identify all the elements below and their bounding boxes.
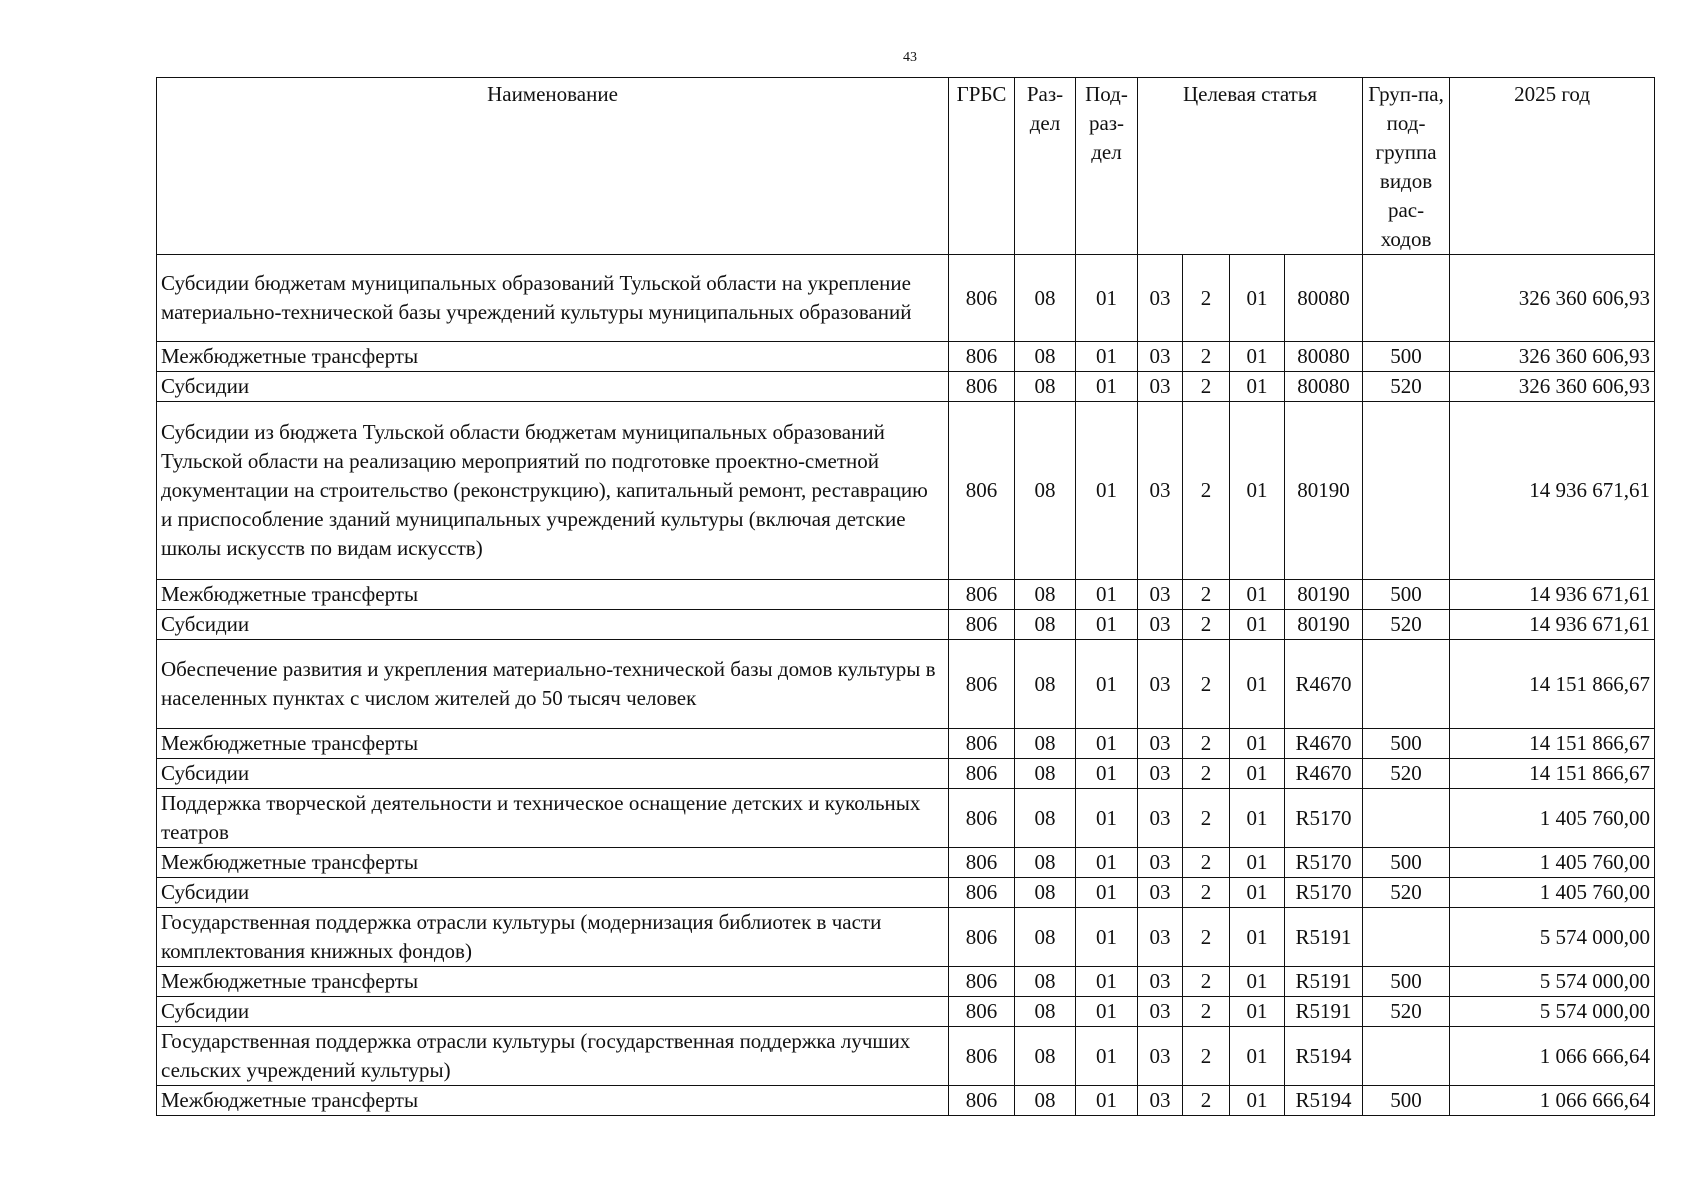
table-row [157, 848, 1655, 878]
row-podrazdel: 01 [1076, 610, 1138, 640]
row-podrazdel: 01 [1076, 759, 1138, 789]
row-name: Межбюджетные трансферты [157, 729, 949, 759]
row-target-subprogram: 01 [1230, 729, 1285, 759]
row-target-subprogram: 01 [1230, 908, 1285, 967]
row-target-direction: 80080 [1285, 255, 1363, 342]
row-razdel: 08 [1015, 997, 1076, 1027]
table-row [157, 255, 1655, 342]
row-razdel: 08 [1015, 967, 1076, 997]
header-podrazdel: Под-раз-дел [1076, 78, 1138, 255]
row-target-subprogram: 01 [1230, 967, 1285, 997]
row-target-program: 03 [1138, 372, 1183, 402]
row-amount-2025: 14 936 671,61 [1450, 402, 1655, 580]
row-target-subprogram: 01 [1230, 789, 1285, 848]
row-target-program: 03 [1138, 729, 1183, 759]
row-expense-group [1363, 255, 1450, 342]
row-name: Межбюджетные трансферты [157, 342, 949, 372]
row-expense-group [1363, 640, 1450, 729]
row-target-direction: R4670 [1285, 640, 1363, 729]
row-expense-group [1363, 789, 1450, 848]
row-target-type: 2 [1183, 878, 1230, 908]
row-razdel: 08 [1015, 580, 1076, 610]
row-target-direction: 80080 [1285, 342, 1363, 372]
page-number: 43 [903, 50, 917, 65]
row-razdel: 08 [1015, 878, 1076, 908]
row-grbs: 806 [949, 1086, 1015, 1116]
row-podrazdel: 01 [1076, 1086, 1138, 1116]
row-name: Государственная поддержка отрасли культуры (модернизация библиотек в части комплектования книжных фондов) [157, 908, 949, 967]
row-target-subprogram: 01 [1230, 759, 1285, 789]
row-target-subprogram: 01 [1230, 255, 1285, 342]
table-row [157, 610, 1655, 640]
row-podrazdel: 01 [1076, 729, 1138, 759]
row-target-type: 2 [1183, 610, 1230, 640]
row-target-direction: R5194 [1285, 1027, 1363, 1086]
header-razdel: Раз-дел [1015, 78, 1076, 255]
row-target-type: 2 [1183, 372, 1230, 402]
row-razdel: 08 [1015, 1027, 1076, 1086]
row-name: Субсидии [157, 610, 949, 640]
row-amount-2025: 326 360 606,93 [1450, 342, 1655, 372]
row-expense-group: 520 [1363, 759, 1450, 789]
row-podrazdel: 01 [1076, 342, 1138, 372]
header-expense-group: Груп-па, под-группа видов рас-ходов [1363, 78, 1450, 255]
row-target-type: 2 [1183, 1027, 1230, 1086]
row-expense-group: 520 [1363, 878, 1450, 908]
row-target-program: 03 [1138, 402, 1183, 580]
row-expense-group: 500 [1363, 967, 1450, 997]
row-razdel: 08 [1015, 1086, 1076, 1116]
row-target-direction: 80190 [1285, 610, 1363, 640]
row-amount-2025: 1 066 666,64 [1450, 1086, 1655, 1116]
row-expense-group [1363, 1027, 1450, 1086]
row-grbs: 806 [949, 1027, 1015, 1086]
row-target-type: 2 [1183, 908, 1230, 967]
row-expense-group: 500 [1363, 1086, 1450, 1116]
table-row [157, 342, 1655, 372]
row-target-subprogram: 01 [1230, 342, 1285, 372]
row-target-type: 2 [1183, 640, 1230, 729]
row-podrazdel: 01 [1076, 967, 1138, 997]
row-podrazdel: 01 [1076, 402, 1138, 580]
row-target-direction: R4670 [1285, 729, 1363, 759]
row-target-program: 03 [1138, 640, 1183, 729]
row-target-program: 03 [1138, 848, 1183, 878]
row-name: Субсидии [157, 759, 949, 789]
row-podrazdel: 01 [1076, 908, 1138, 967]
row-amount-2025: 14 151 866,67 [1450, 640, 1655, 729]
row-target-program: 03 [1138, 255, 1183, 342]
table-row [157, 580, 1655, 610]
row-grbs: 806 [949, 342, 1015, 372]
table-row [157, 878, 1655, 908]
row-expense-group: 500 [1363, 342, 1450, 372]
row-podrazdel: 01 [1076, 255, 1138, 342]
row-grbs: 806 [949, 729, 1015, 759]
row-target-type: 2 [1183, 729, 1230, 759]
row-target-direction: 80080 [1285, 372, 1363, 402]
row-target-subprogram: 01 [1230, 1086, 1285, 1116]
row-target-subprogram: 01 [1230, 372, 1285, 402]
table-row [157, 402, 1655, 580]
row-target-type: 2 [1183, 759, 1230, 789]
row-target-program: 03 [1138, 1086, 1183, 1116]
row-expense-group [1363, 402, 1450, 580]
row-amount-2025: 1 066 666,64 [1450, 1027, 1655, 1086]
row-name: Государственная поддержка отрасли культуры (государственная поддержка лучших сельских учреждений культуры) [157, 1027, 949, 1086]
row-expense-group: 520 [1363, 610, 1450, 640]
row-grbs: 806 [949, 759, 1015, 789]
row-razdel: 08 [1015, 372, 1076, 402]
row-podrazdel: 01 [1076, 878, 1138, 908]
table-row [157, 967, 1655, 997]
row-grbs: 806 [949, 402, 1015, 580]
row-target-direction: R4670 [1285, 759, 1363, 789]
row-grbs: 806 [949, 255, 1015, 342]
row-target-direction: R5191 [1285, 997, 1363, 1027]
row-razdel: 08 [1015, 255, 1076, 342]
row-target-program: 03 [1138, 759, 1183, 789]
row-name: Поддержка творческой деятельности и техническое оснащение детских и кукольных театров [157, 789, 949, 848]
table-row [157, 759, 1655, 789]
row-target-subprogram: 01 [1230, 848, 1285, 878]
row-expense-group: 520 [1363, 997, 1450, 1027]
row-name: Межбюджетные трансферты [157, 967, 949, 997]
row-podrazdel: 01 [1076, 848, 1138, 878]
row-amount-2025: 5 574 000,00 [1450, 997, 1655, 1027]
row-amount-2025: 1 405 760,00 [1450, 848, 1655, 878]
row-amount-2025: 326 360 606,93 [1450, 372, 1655, 402]
row-expense-group: 520 [1363, 372, 1450, 402]
row-amount-2025: 326 360 606,93 [1450, 255, 1655, 342]
row-name: Субсидии [157, 997, 949, 1027]
row-grbs: 806 [949, 640, 1015, 729]
row-target-program: 03 [1138, 610, 1183, 640]
row-target-program: 03 [1138, 997, 1183, 1027]
row-target-type: 2 [1183, 1086, 1230, 1116]
row-razdel: 08 [1015, 342, 1076, 372]
row-razdel: 08 [1015, 759, 1076, 789]
row-podrazdel: 01 [1076, 997, 1138, 1027]
row-target-type: 2 [1183, 789, 1230, 848]
row-target-subprogram: 01 [1230, 640, 1285, 729]
table-row [157, 789, 1655, 848]
row-razdel: 08 [1015, 402, 1076, 580]
row-grbs: 806 [949, 878, 1015, 908]
row-name: Обеспечение развития и укрепления материально-технической базы домов культуры в населенных пунктах с числом жителей до 50 тысяч человек [157, 640, 949, 729]
row-grbs: 806 [949, 610, 1015, 640]
row-razdel: 08 [1015, 908, 1076, 967]
row-grbs: 806 [949, 372, 1015, 402]
header-year-2025: 2025 год [1450, 78, 1655, 255]
row-name: Межбюджетные трансферты [157, 580, 949, 610]
row-target-subprogram: 01 [1230, 1027, 1285, 1086]
row-amount-2025: 1 405 760,00 [1450, 878, 1655, 908]
row-expense-group [1363, 908, 1450, 967]
row-target-program: 03 [1138, 1027, 1183, 1086]
row-expense-group: 500 [1363, 848, 1450, 878]
row-target-direction: R5194 [1285, 1086, 1363, 1116]
row-target-direction: R5170 [1285, 789, 1363, 848]
row-target-direction: R5170 [1285, 878, 1363, 908]
row-target-type: 2 [1183, 580, 1230, 610]
row-name: Межбюджетные трансферты [157, 1086, 949, 1116]
row-podrazdel: 01 [1076, 580, 1138, 610]
row-grbs: 806 [949, 997, 1015, 1027]
row-razdel: 08 [1015, 729, 1076, 759]
row-podrazdel: 01 [1076, 789, 1138, 848]
row-grbs: 806 [949, 848, 1015, 878]
row-expense-group: 500 [1363, 729, 1450, 759]
row-name: Субсидии [157, 878, 949, 908]
row-target-type: 2 [1183, 342, 1230, 372]
row-target-direction: R5191 [1285, 908, 1363, 967]
row-target-program: 03 [1138, 967, 1183, 997]
row-target-type: 2 [1183, 848, 1230, 878]
row-amount-2025: 14 151 866,67 [1450, 729, 1655, 759]
row-target-subprogram: 01 [1230, 402, 1285, 580]
row-target-subprogram: 01 [1230, 580, 1285, 610]
row-target-program: 03 [1138, 789, 1183, 848]
row-target-type: 2 [1183, 967, 1230, 997]
table-row [157, 1027, 1655, 1086]
row-name: Межбюджетные трансферты [157, 848, 949, 878]
row-target-subprogram: 01 [1230, 878, 1285, 908]
table-row [157, 1086, 1655, 1116]
row-amount-2025: 5 574 000,00 [1450, 967, 1655, 997]
row-razdel: 08 [1015, 610, 1076, 640]
row-target-type: 2 [1183, 255, 1230, 342]
row-target-direction: R5170 [1285, 848, 1363, 878]
row-razdel: 08 [1015, 640, 1076, 729]
row-grbs: 806 [949, 580, 1015, 610]
row-target-subprogram: 01 [1230, 610, 1285, 640]
header-target-article: Целевая статья [1138, 78, 1363, 255]
row-target-direction: 80190 [1285, 402, 1363, 580]
row-target-subprogram: 01 [1230, 997, 1285, 1027]
row-razdel: 08 [1015, 789, 1076, 848]
row-target-program: 03 [1138, 908, 1183, 967]
row-target-direction: 80190 [1285, 580, 1363, 610]
table-body [157, 255, 1655, 1116]
row-target-program: 03 [1138, 580, 1183, 610]
row-amount-2025: 14 936 671,61 [1450, 610, 1655, 640]
table-row [157, 997, 1655, 1027]
budget-table [156, 77, 1655, 1116]
row-podrazdel: 01 [1076, 640, 1138, 729]
header-name: Наименование [157, 78, 949, 255]
row-expense-group: 500 [1363, 580, 1450, 610]
row-name: Субсидии бюджетам муниципальных образований Тульской области на укрепление материально-технической базы учреждений культуры муниципальных образований [157, 255, 949, 342]
table-row [157, 908, 1655, 967]
row-amount-2025: 5 574 000,00 [1450, 908, 1655, 967]
table-row [157, 729, 1655, 759]
table-header-row [157, 78, 1655, 255]
row-grbs: 806 [949, 789, 1015, 848]
row-amount-2025: 14 151 866,67 [1450, 759, 1655, 789]
row-target-type: 2 [1183, 997, 1230, 1027]
row-podrazdel: 01 [1076, 372, 1138, 402]
row-target-direction: R5191 [1285, 967, 1363, 997]
table-row [157, 640, 1655, 729]
table-row [157, 372, 1655, 402]
row-podrazdel: 01 [1076, 1027, 1138, 1086]
header-grbs: ГРБС [949, 78, 1015, 255]
row-grbs: 806 [949, 908, 1015, 967]
row-razdel: 08 [1015, 848, 1076, 878]
row-name: Субсидии [157, 372, 949, 402]
row-amount-2025: 1 405 760,00 [1450, 789, 1655, 848]
row-amount-2025: 14 936 671,61 [1450, 580, 1655, 610]
row-target-program: 03 [1138, 878, 1183, 908]
row-target-type: 2 [1183, 402, 1230, 580]
row-target-program: 03 [1138, 342, 1183, 372]
row-grbs: 806 [949, 967, 1015, 997]
row-name: Субсидии из бюджета Тульской области бюджетам муниципальных образований Тульской области на реализацию мероприятий по подготовке проектно-сметной документации на строительство (реконструкцию), капитальный ремонт, реставрацию и приспособление зданий муниципальных учреждений культуры (включая детские школы искусств по видам искусств) [157, 402, 949, 580]
